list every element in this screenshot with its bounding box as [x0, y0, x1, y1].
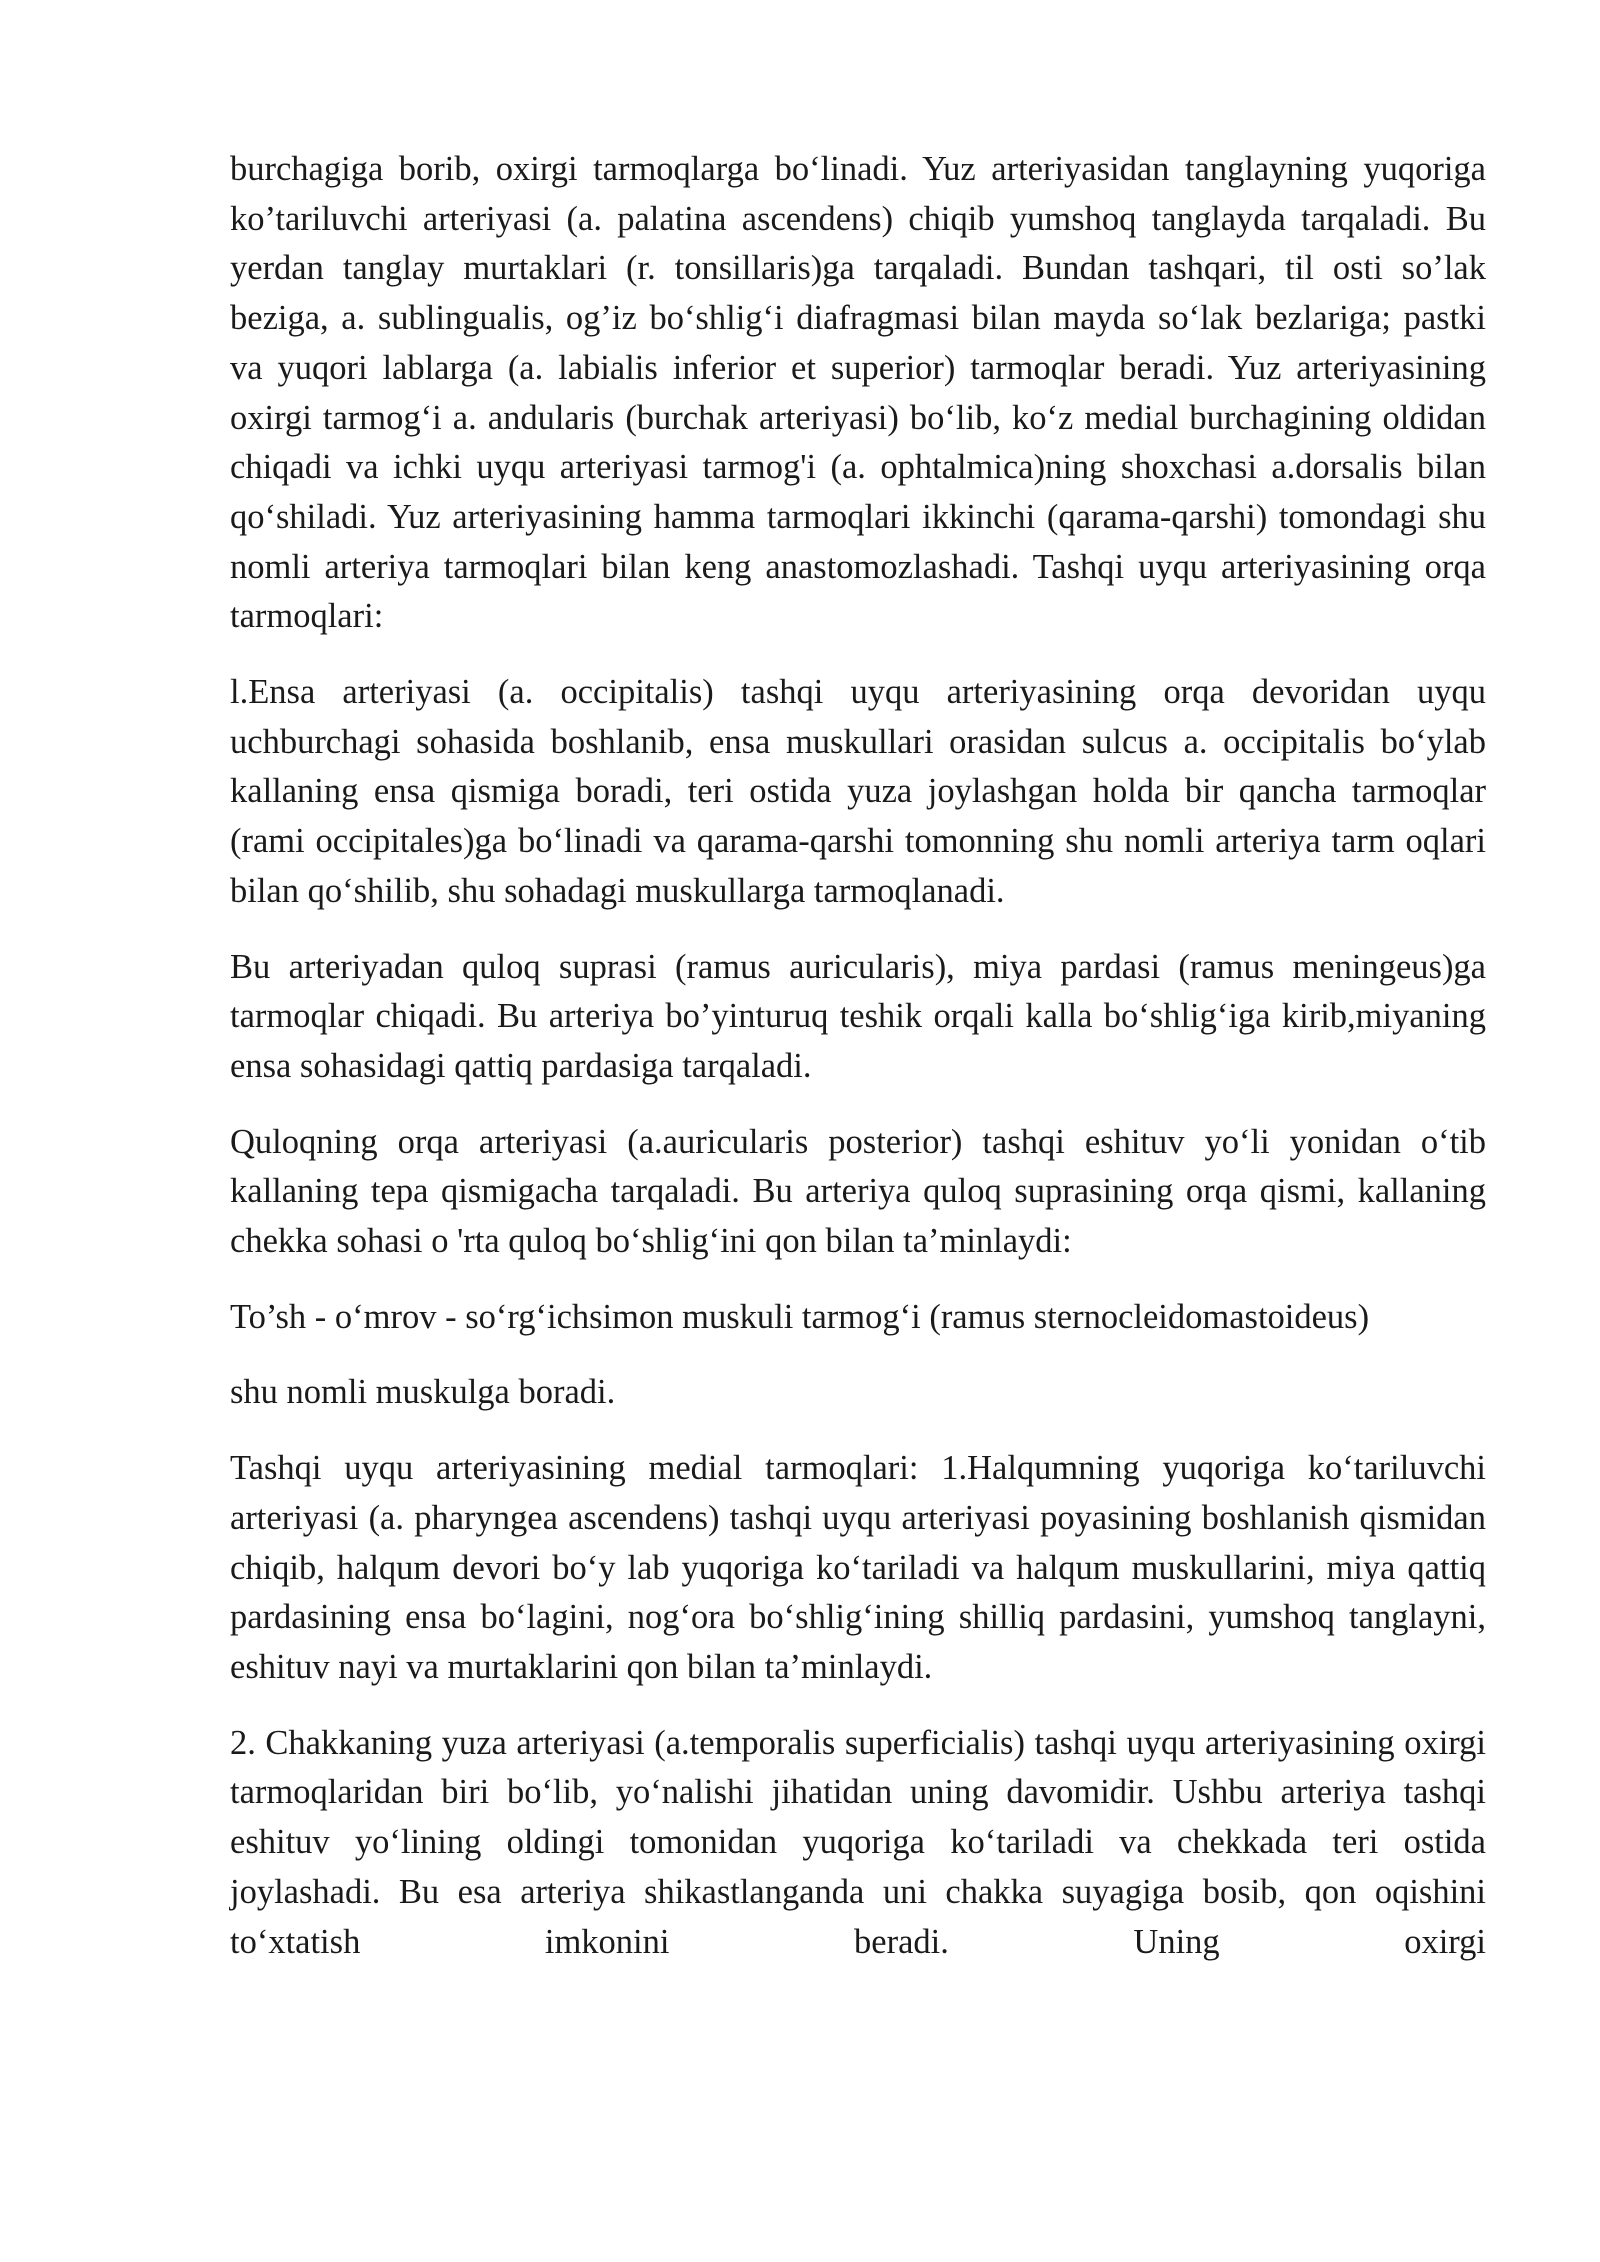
- paragraph-sternocleidomastoid-branch: To’sh - o‘mrov - so‘rg‘ichsimon muskuli tarmog‘i (ramus sternocleidomastoideus): [230, 1297, 1370, 1336]
- paragraph-superficial-temporal-artery: 2. Chakkaning yuza arteriyasi (a.temporalis superficialis) tashqi uyqu arteriyasining oxirgi tarmoqlaridan biri bo‘lib, yo‘nalishi jihatidan uning davomidir. Ushbu arteriya tashqi eshituv yo‘lining oldingi tomonidan yuqoriga ko‘tariladi va chekkada teri ostida joylashadi. Bu esa arteriya shikastlanganda uni chakka suyagiga bosib, qon oqishini to‘xtatish imkonini beradi. Uning oxirgi: [230, 1723, 1486, 1961]
- document-page: [230, 145, 1486, 1967]
- paragraph-posterior-auricular-artery: Quloqning orqa arteriyasi (a.auricularis posterior) tashqi eshituv yo‘li yonidan o‘tib kallaning tepa qismigacha tarqaladi. Bu arteriya quloq suprasining orqa qismi, kallaning chekka sohasi o 'rta quloq bo‘shlig‘ini qon bilan ta’minlaydi:: [230, 1122, 1486, 1261]
- paragraph-occipital-artery: l.Ensa arteriyasi (a. occipitalis) tashqi uyqu arteriyasining orqa devoridan uyqu uchburchagi sohasida boshlanib, ensa muskullari orasidan sulcus a. occipitalis bo‘ylab kallaning ensa qismiga boradi, teri ostida yuza joylashgan holda bir qancha tarmoqlar (rami occipitales)ga bo‘linadi va qarama-qarshi tomonning shu nomli arteriya tarm oqlari bilan qo‘shilib, shu sohadagi muskullarga tarmoqlanadi.: [230, 673, 1486, 910]
- paragraph-ascending-pharyngeal-artery: Tashqi uyqu arteriyasining medial tarmoqlari: 1.Halqumning yuqoriga ko‘tariluvchi arteriyasi (a. pharyngea ascendens) tashqi uyqu arteriyasi poyasining boshlanish qismidan chiqib, halqum devori bo‘y lab yuqoriga ko‘tariladi va halqum muskullarini, miya qattiq pardasining ensa bo‘lagini, nog‘ora bo‘shlig‘ining shilliq pardasini, yumshoq tanglayni, eshituv nayi va murtaklarini qon bilan ta’minlaydi.: [230, 1449, 1486, 1686]
- paragraph-auricular-meningeal-branches: Bu arteriyadan quloq suprasi (ramus auricularis), miya pardasi (ramus meningeus)ga tarmoqlar chiqadi. Bu arteriya bo’yinturuq teshik orqali kalla bo‘shlig‘iga kirib,miyaning ensa sohasidagi qattiq pardasiga tarqaladi.: [230, 947, 1486, 1085]
- paragraph-facial-artery-branches: burchagiga borib, oxirgi tarmoqlarga bo‘linadi. Yuz arteriyasidan tanglayning yuqoriga ko’tariluvchi arteriyasi (a. palatina ascendens) chiqib yumshoq tanglayda tarqaladi. Bu yerdan tanglay murtaklari (r. tonsillaris)ga tarqaladi. Bundan tashqari, til osti so’lak beziga, a. sublingualis, og’iz bo‘shlig‘i diafragmasi bilan mayda so‘lak bezlariga; pastki va yuqori lablarga (a. labialis inferior et superior) tarmoqlar beradi. Yuz arteriyasining oxirgi tarmog‘i a. andularis (burchak arteriyasi) bo‘lib, ko‘z medial burchagining oldidan chiqadi va ichki uyqu arteriyasi tarmog'i (a. ophtalmica)ning shoxchasi a.dorsalis bilan qo‘shiladi. Yuz arteriyasining hamma tarmoqlari ikkinchi (qarama-qarshi) tomondagi shu nomli arteriya tarmoqlari bilan keng anastomozlashadi. Tashqi uyqu arteriyasining orqa tarmoqlari:: [230, 150, 1486, 636]
- paragraph-sternocleidomastoid-continuation: shu nomli muskulga boradi.: [230, 1373, 616, 1412]
